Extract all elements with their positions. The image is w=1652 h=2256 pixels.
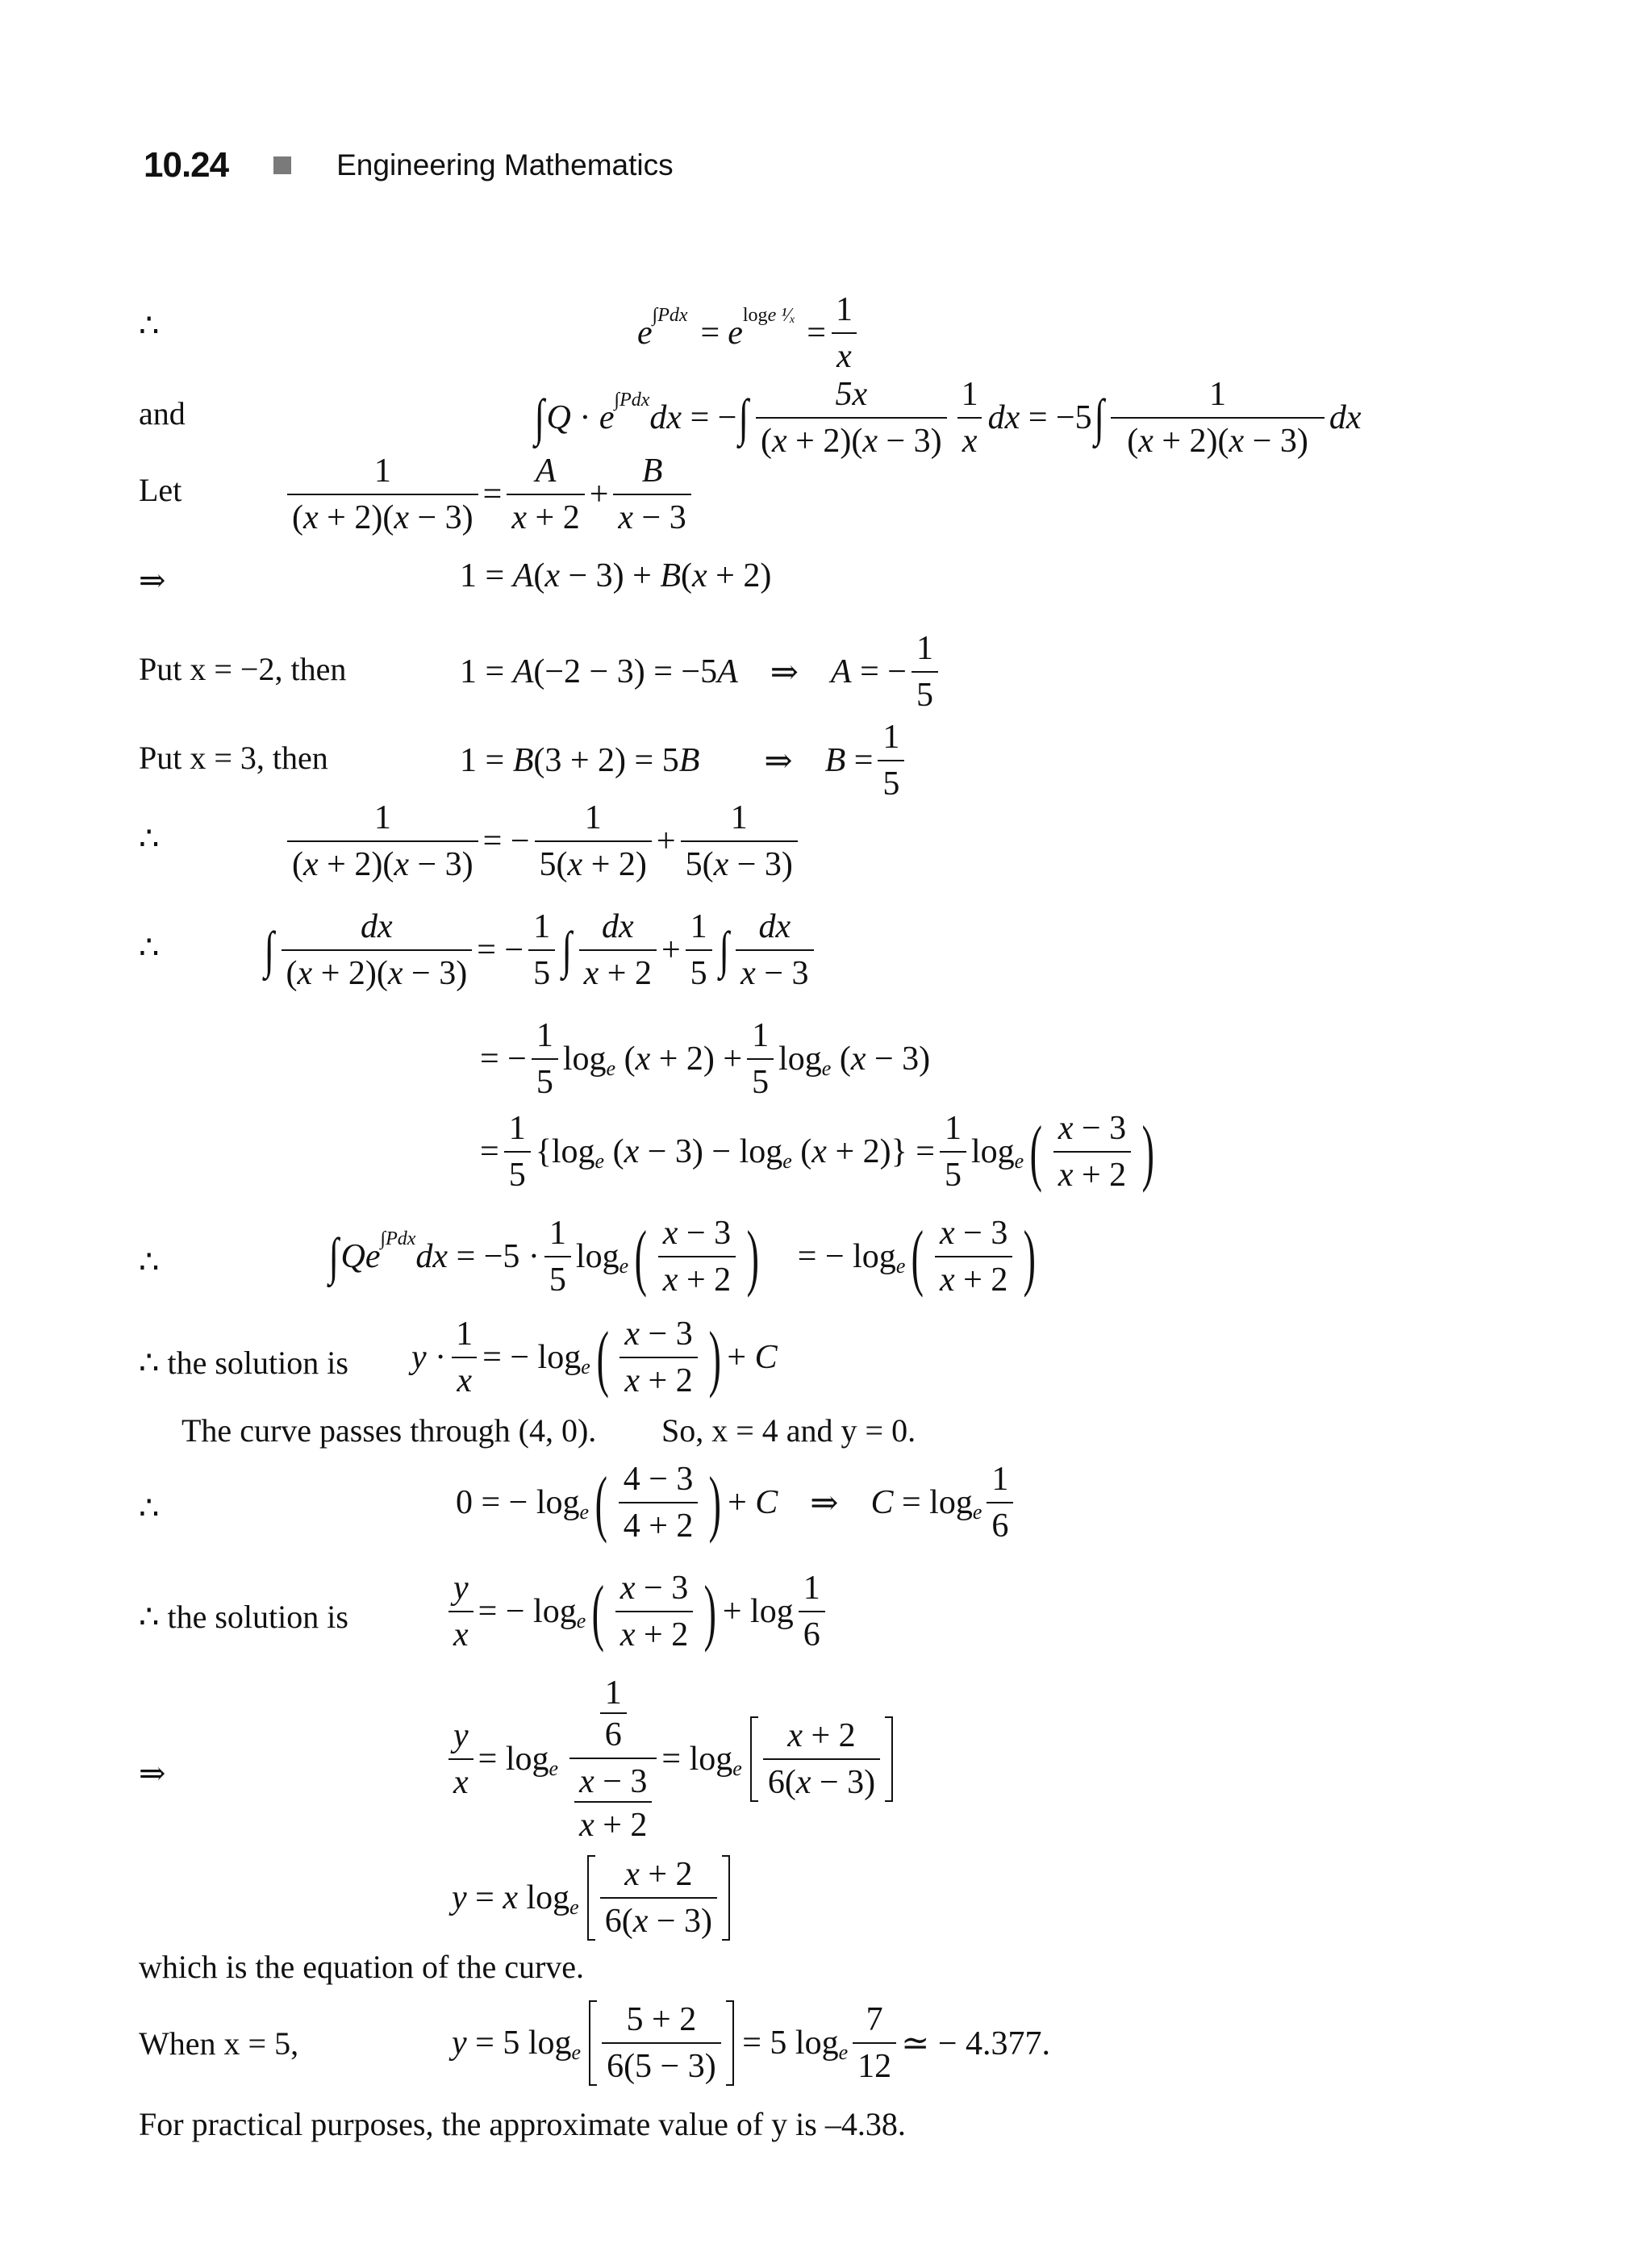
- equation-e11: ∫ Qe ∫Pdx dx = −5 · $\frac{1}{5}$ log e ( $\frac{x - 3}{x + 2}$ ) = − log e ( $\frac{x - 3}{x + 2}$ ): [328, 1215, 1037, 1299]
- implies-symbol: ⇒: [139, 562, 166, 598]
- equation-e2: ∫ Q · e ∫Pdx dx = − ∫ $\frac{5x}{(x + 2)(x - 3)}$ $\frac{1}{x}$ dx = −5 ∫ $\frac{1}{(x + 2)(x - 3)}$ dx: [534, 376, 1362, 460]
- label-put-x-neg2: Put x = −2, then: [139, 651, 347, 687]
- equation-e8: ∫ $\frac{dx}{(x + 2)(x - 3)}$ = − $\frac{1}{5}$ ∫ $\frac{dx}{x + 2}$ + $\frac{1}{5}$ ∫ $\frac{dx}{x - 3}$: [262, 907, 819, 993]
- therefore-symbol: ∴: [139, 307, 160, 344]
- text-practical: For practical purposes, the approximate value of y is –4.38.: [139, 2106, 906, 2142]
- therefore-symbol: ∴: [139, 929, 160, 965]
- therefore-symbol: ∴: [139, 1244, 160, 1280]
- page-number: 10.24: [144, 145, 229, 185]
- running-title: Engineering Mathematics: [336, 148, 674, 181]
- equation-e12: y · $\frac{1}{x}$ = − log e ( $\frac{x - 3}{x + 2}$ ) + C: [411, 1316, 778, 1399]
- equation-e3: $\frac{1}{(x + 2)(x - 3)}$ = $\frac{A}{x + 2}$ + $\frac{B}{x - 3}$: [282, 452, 696, 537]
- equation-e9: = − $\frac{1}{5}$ log e (x + 2) + $\frac{1}{5}$ log e (x − 3): [480, 1017, 931, 1101]
- equation-e10: = $\frac{1}{5}$ {log e (x − 3) − log e (x + 2)} = $\frac{1}{5}$ log e ( $\frac{x - 3}{x + 2}$ ): [480, 1110, 1155, 1194]
- text-which-is: which is the equation of the curve.: [139, 1949, 585, 1985]
- text-curve-passes: The curve passes through (4, 0).: [181, 1412, 597, 1449]
- implies-symbol: ⇒: [139, 1755, 166, 1791]
- equation-e13: 0 = − log e ( $\frac{4 - 3}{4 + 2}$ ) + C ⇒ C = log e $\frac{1}{6}$: [456, 1460, 1018, 1545]
- label-put-x-3: Put x = 3, then: [139, 740, 328, 776]
- equation-e4: 1 = A(x − 3) + B(x + 2): [460, 557, 772, 594]
- label-and: and: [139, 395, 186, 432]
- header-square-marker: [273, 156, 291, 174]
- label-solution-is: ∴ the solution is: [139, 1345, 348, 1381]
- equation-e1: e ∫Pdx = e loge ¹⁄ₓ = $\frac{1}{x}$: [637, 290, 862, 376]
- label-solution-is: ∴ the solution is: [139, 1599, 348, 1635]
- therefore-symbol: ∴: [139, 820, 160, 857]
- therefore-symbol: ∴: [139, 1490, 160, 1526]
- text-when-x5: When x = 5,: [139, 2025, 299, 2062]
- equation-e7: $\frac{1}{(x + 2)(x - 3)}$ = − $\frac{1}{5(x + 2)}$ + $\frac{1}{5(x - 3)}$: [282, 799, 803, 884]
- running-header: [144, 145, 674, 186]
- equation-e16: y = x log e $\frac{x + 2}{6(x - 3)}$: [452, 1855, 730, 1941]
- label-let: Let: [139, 472, 182, 508]
- equation-e6: 1 = B(3 + 2) = 5B ⇒ B = $\frac{1}{5}$: [460, 718, 909, 803]
- equation-e15: $\frac{y}{x}$ = log e 1 6 x − 3 x + 2 = log e $\frac{x + 2}{6(x - 3)}$: [444, 1674, 893, 1845]
- equation-e5: 1 = A(−2 − 3) = −5A ⇒ A = − $\frac{1}{5}$: [460, 629, 943, 715]
- equation-e17: y = 5 log e $\frac{5 + 2}{6(5 - 3)}$ = 5 log e $\frac{7}{12}$ ≃ − 4.377.: [452, 2001, 1051, 2085]
- equation-e14: $\frac{y}{x}$ = − log e ( $\frac{x - 3}{x + 2}$ ) + log $\frac{1}{6}$: [444, 1569, 830, 1654]
- text-so: So, x = 4 and y = 0.: [661, 1412, 916, 1449]
